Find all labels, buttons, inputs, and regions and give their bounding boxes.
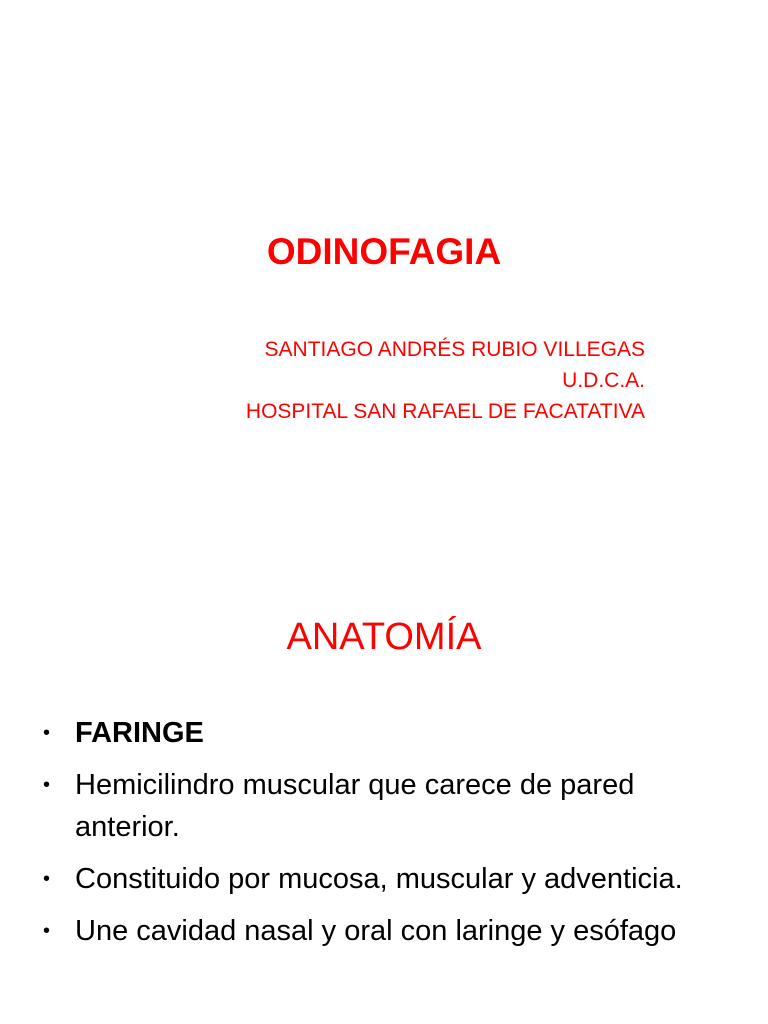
bullet-list (38, 712, 738, 962)
bullet-dot-icon: • (43, 868, 51, 890)
section-title: ANATOMÍA (286, 616, 482, 658)
list-item (38, 858, 738, 900)
bullet-dot-icon: • (43, 920, 51, 942)
list-item (38, 910, 738, 952)
institution-name: U.D.C.A. (562, 369, 645, 392)
bullet-text: Une cavidad nasal y oral con laringe y esófago (75, 915, 677, 947)
hospital-name: HOSPITAL SAN RAFAEL DE FACATATIVA (245, 400, 645, 423)
bullet-dot-icon: • (43, 722, 51, 744)
author-name: SANTIAGO ANDRÉS RUBIO VILLEGAS (264, 338, 645, 361)
list-item (38, 712, 738, 754)
list-item (38, 764, 738, 848)
slide-subtitle (246, 334, 645, 427)
bullet-text: Constituido por mucosa, muscular y adventicia. (75, 863, 683, 895)
slide-title: ODINOFAGIA (266, 231, 502, 272)
bullet-dot-icon: • (43, 774, 51, 796)
bullet-text: Hemicilindro muscular que carece de pared anterior. (75, 769, 635, 843)
bullet-text: FARINGE (75, 717, 204, 749)
